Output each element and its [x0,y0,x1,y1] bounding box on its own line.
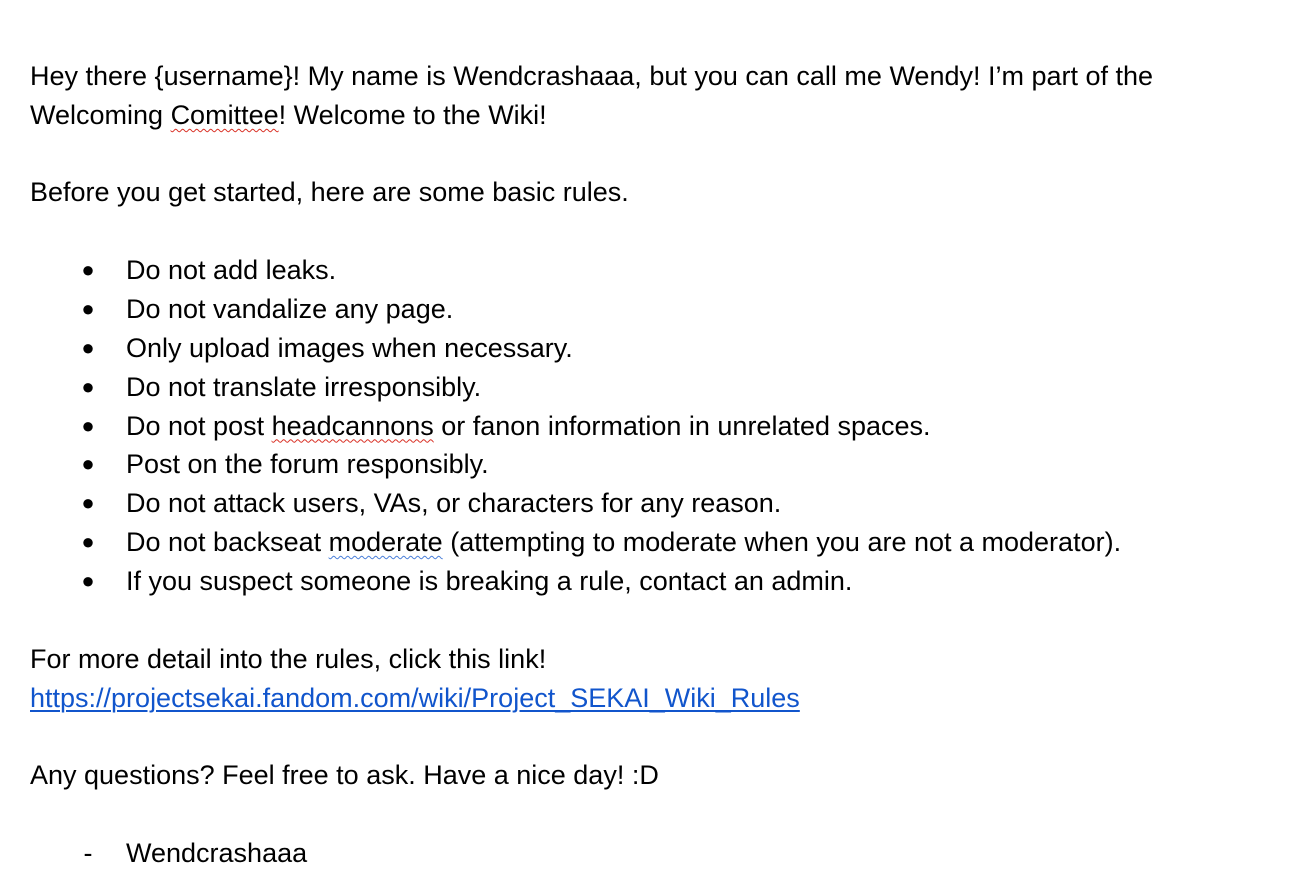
rule-text: If you suspect someone is breaking a rule, contact an admin. [126,566,853,597]
signature-name: Wendcrashaaa [126,837,308,868]
intro-line: Before you get started, here are some basic rules. [30,177,629,208]
list-item [30,251,1280,290]
signature-line [30,834,1280,873]
greeting-text: Welcoming [30,99,171,130]
closing-line: Any questions? Feel free to ask. Have a nice day! :D [30,760,659,791]
blank-line [30,795,1280,834]
bullet-icon: ● [81,334,95,360]
list-item [30,368,1280,407]
bullet-icon: ● [81,373,95,399]
bullet-icon: ● [81,490,95,516]
rule-text: Only upload images when necessary. [126,332,573,363]
rules-link-line [30,679,1280,718]
rule-text: Do not post [126,410,272,441]
list-item [30,407,1280,446]
rules-list [30,251,1280,601]
dash-icon: - [83,837,93,868]
list-item [30,290,1280,329]
list-item [30,329,1280,368]
rules-link[interactable]: https://projectsekai.fandom.com/wiki/Project_SEKAI_Wiki_Rules [30,682,800,713]
rule-text: Do not attack users, VAs, or characters for any reason. [126,488,782,519]
greeting-line-2 [30,96,1280,135]
bullet-icon: ● [81,412,95,438]
list-item [30,523,1280,562]
grammar-suggestion-word[interactable]: moderate [328,527,443,558]
bullet-icon: ● [81,256,95,282]
more-detail-line: For more detail into the rules, click this link! [30,643,547,674]
blank-line [30,135,1280,174]
bullet-icon: ● [81,295,95,321]
misspelled-word[interactable]: Comittee [170,99,279,130]
greeting-line-1: Hey there {username}! My name is Wendcrashaaa, but you can call me Wendy! I’m part of the [30,61,1154,91]
list-item [30,484,1280,523]
rule-text: Do not backseat [126,527,329,558]
bullet-icon: ● [81,529,95,555]
blank-line [30,717,1280,756]
rule-text: Do not translate irresponsibly. [126,371,482,402]
bullet-icon: ● [81,568,95,594]
rule-text: Do not vandalize any page. [126,293,454,324]
misspelled-word[interactable]: headcannons [271,410,434,441]
document-body [30,57,1280,873]
blank-line [30,212,1280,251]
rule-text: Do not add leaks. [126,254,337,285]
rule-text: or fanon information in unrelated spaces. [433,410,931,441]
rule-text: (attempting to moderate when you are not a moderator). [442,527,1122,558]
list-item [30,445,1280,484]
greeting-text: ! Welcome to the Wiki! [278,99,547,130]
list-item [30,562,1280,601]
blank-line [30,601,1280,640]
bullet-icon: ● [81,451,95,477]
rule-text: Post on the forum responsibly. [126,449,489,480]
